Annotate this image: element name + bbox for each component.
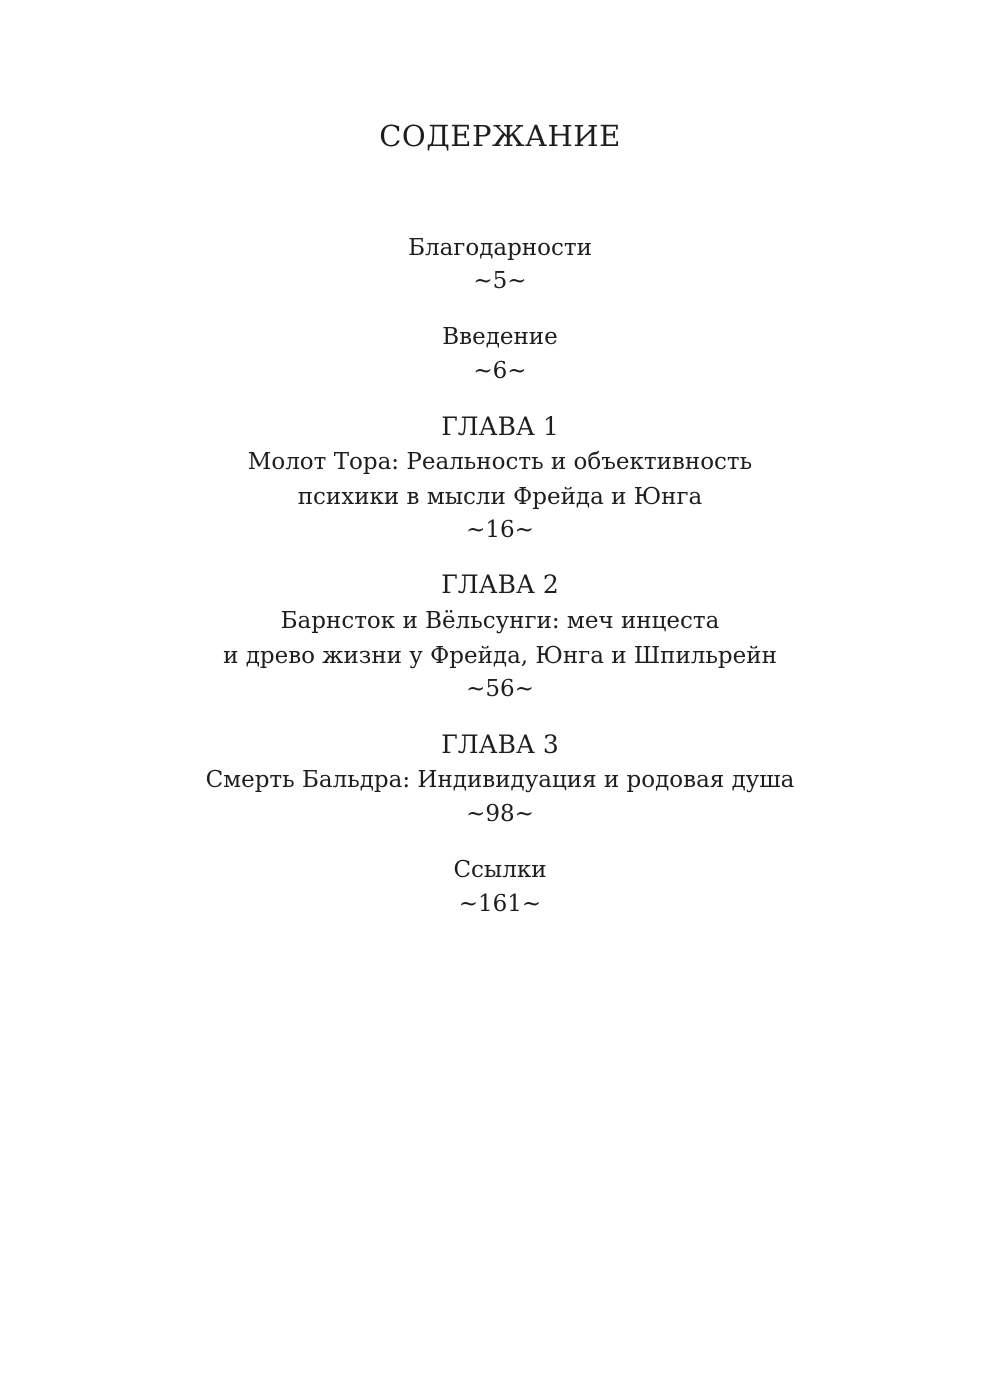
entry-page-number: ~161~: [458, 891, 542, 917]
entry-page-number: ~56~: [466, 676, 534, 702]
page-title: СОДЕРЖАНИЕ: [379, 119, 621, 153]
entry-title-line: Смерть Бальдра: Индивидуация и родовая душа: [205, 767, 795, 793]
entry-title: Введение: [442, 324, 558, 350]
entry-title-line: Молот Тора: Реальность и объективность: [247, 449, 753, 475]
entry-title-line: психики в мысли Фрейда и Юнга: [297, 484, 703, 510]
entry-page-number: ~98~: [466, 801, 534, 827]
entry-title-line: Барнсток и Вёльсунги: меч инцеста: [280, 608, 720, 634]
entry-title-line: и древо жизни у Фрейда, Юнга и Шпильрейн: [223, 643, 777, 669]
chapter-heading: ГЛАВА 3: [441, 730, 559, 759]
entry-title: Благодарности: [408, 235, 592, 261]
entry-page-number: ~6~: [473, 358, 527, 384]
entry-page-number: ~16~: [466, 517, 534, 543]
entry-title: Ссылки: [453, 857, 547, 883]
entry-page-number: ~5~: [473, 268, 527, 294]
chapter-heading: ГЛАВА 1: [441, 412, 559, 441]
chapter-heading: ГЛАВА 2: [441, 570, 559, 599]
